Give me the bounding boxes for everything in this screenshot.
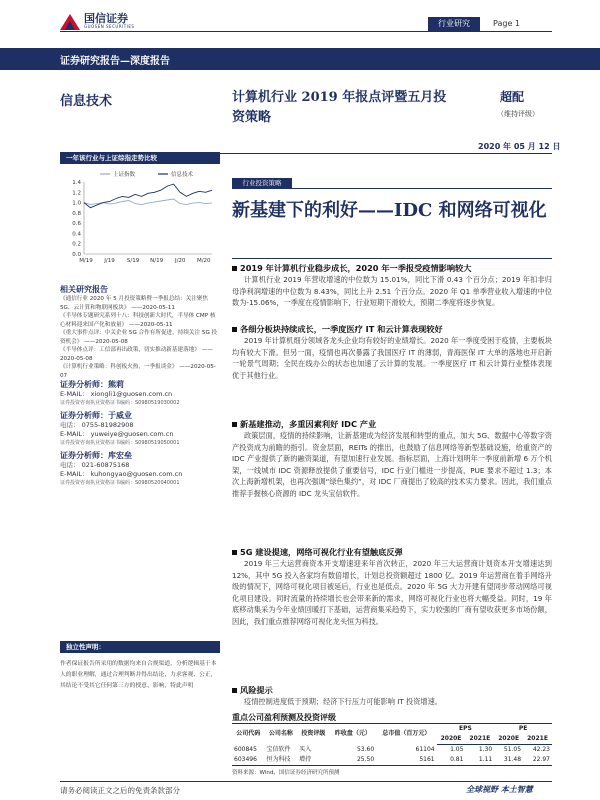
related-item: 《半导体点评：工信部再出政策，切实推动新基建落地》 ——2020-05-08 <box>60 347 213 362</box>
section-heading: 风险提示 <box>232 684 552 696</box>
independence-statement: 作者保证报告所采用的数据均来自合规渠道，分析逻辑基于本人的职业理解，通过合理判断并得出结论，力求客观、公正，其结论不受其它任何第三方的授意、影响，特此声明 <box>60 661 217 689</box>
table-header-row <box>232 724 552 735</box>
table-row <box>232 755 552 766</box>
table-header-cell: 投资评级 <box>297 724 330 745</box>
related-item: 《通信行业 2020 年 5 月投资策略暨一季报总结：关注聚焦 5G、云计算和物联网板块》 ——2020-05-11 <box>60 296 208 311</box>
x-tick-label: M/19 <box>79 258 93 264</box>
strategy-divider <box>232 188 552 189</box>
table-cell: 0.81 <box>437 755 466 766</box>
analyst-cert: 证券投资咨询执业资格证书编码：S0980520040001 <box>60 480 180 486</box>
table-cell: 1.30 <box>478 746 493 753</box>
related-item: 《半导体专题研究系列十八：科技创新大时代，半导体 CMP 核心材料迎来国产化和放量》 ——2020-05-11 <box>60 313 216 328</box>
table-source: 资料来源：Wind、国信证券经济研究所预测 <box>232 770 340 776</box>
table-cell: 1.11 <box>465 755 494 766</box>
main-title-divider <box>232 258 552 259</box>
table-cell: 25.50 <box>330 755 377 766</box>
x-tick-label: J/19 <box>104 258 115 264</box>
table-cell: 61104 <box>415 745 435 753</box>
forecast-table-title: 重点公司盈利预测及投资评级 <box>232 713 336 722</box>
y-tick-label: 0.2 <box>72 241 81 248</box>
related-heading: 相关研究报告 <box>60 285 108 294</box>
analyst-phone: 电话： 0755-81982908 <box>60 421 134 429</box>
related-item: 《计算机行业策略：科创板火热，一季报谈金》 ——2020-05-07 <box>60 364 216 379</box>
logo-text: 国信证券 <box>84 12 128 25</box>
rating: 超配 <box>500 90 525 104</box>
section-subsector <box>232 323 552 381</box>
legend-label: 上证指数 <box>113 172 136 178</box>
table-header-cell: 2021E <box>523 734 552 745</box>
y-tick-label: 0.0 <box>72 252 81 258</box>
y-tick-label: 0.6 <box>72 221 81 228</box>
bullet-icon <box>232 266 237 271</box>
x-tick-label: S/19 <box>126 258 140 264</box>
bullet-icon <box>232 550 237 555</box>
trend-chart-svg <box>60 168 220 270</box>
main-title: 新基建下的利好——IDC 和网络可视化 <box>232 200 547 221</box>
footer-disclaimer-link[interactable]: 请务必阅读正文之后的免责条款部分 <box>60 786 180 795</box>
section-body: 疫情控制进度低于预期；经济下行压力可能影响 IT 投资增速。 <box>244 697 442 706</box>
table-cell: 恒为科技 <box>265 755 298 766</box>
table-header-cell: 2020E <box>494 734 523 745</box>
table-cell: 603496 <box>232 755 265 766</box>
table-cell: 51.05 <box>503 746 522 753</box>
footer-divider <box>60 781 552 782</box>
section-risk <box>232 684 552 708</box>
analyst-name: 证券分析师：于威业 <box>60 411 132 420</box>
section-heading: 各细分板块持续成长，一季度医疗 IT 和云计算表现较好 <box>232 323 552 335</box>
table-header-cell: 2021E <box>465 734 494 745</box>
table-header-cell: 昨收盘（元） <box>330 724 377 745</box>
table-header-cell: EPS <box>437 724 495 735</box>
x-tick-label: J/20 <box>174 258 186 264</box>
table-row <box>232 745 552 756</box>
table-cell: 宝信软件 <box>266 745 291 753</box>
section-idc <box>232 418 552 499</box>
forecast-table <box>232 723 552 766</box>
section-industry-growth <box>232 262 552 309</box>
report-type-label: 证券研究报告—深度报告 <box>60 56 170 67</box>
header-tab: 行业研究 <box>428 17 480 31</box>
table-cell: 22.97 <box>523 755 552 766</box>
footer-slogan: 全球视野 本土智慧 <box>466 784 533 794</box>
table-header-cell: 公司名称 <box>265 724 298 745</box>
independence-heading: 独立性声明： <box>60 641 220 653</box>
bullet-icon <box>232 327 237 332</box>
bullet-icon <box>232 422 237 427</box>
y-tick-label: 0.8 <box>72 210 81 217</box>
chart-heading: 一年该行业与上证综指走势比较 <box>60 152 220 164</box>
table-cell: 1.05 <box>450 746 464 753</box>
table-header-cell: PE <box>494 724 552 735</box>
x-tick-label: N/19 <box>150 258 164 264</box>
y-tick-label: 0.4 <box>72 231 81 238</box>
y-tick-label: 1.0 <box>72 200 81 207</box>
table-cell: 31.48 <box>494 755 523 766</box>
sector-label: 信息技术 <box>60 94 113 109</box>
header-divider <box>60 31 552 32</box>
analyst-phone: 电话： 021-60875168 <box>60 461 130 469</box>
page-number: Page 1 <box>493 19 520 28</box>
analyst-list <box>60 376 220 487</box>
table-cell: 600845 <box>234 745 257 753</box>
analyst-name: 证券分析师：库宏垒 <box>60 451 132 460</box>
section-5g <box>232 546 552 627</box>
trend-chart <box>60 168 220 270</box>
table-cell: 买入 <box>299 745 312 753</box>
analyst-email: E-MAIL： yuweiye@guosen.com.cn <box>60 430 174 438</box>
y-tick-label: 1.2 <box>72 190 81 197</box>
report-title: 计算机行业 2019 年报点评暨五月投资策略 <box>232 90 447 125</box>
related-item: 《重大事件点评：中关企业 5G 合作有所促进，持续关注 5G 投资机会》 ——2020-05-08 <box>60 330 218 345</box>
table-cell: 42.23 <box>532 746 550 753</box>
strategy-tab: 行业投资策略 <box>232 178 292 189</box>
analyst-email: E-MAIL： xiongli1@guosen.com.cn <box>60 390 173 398</box>
related-research <box>60 284 220 380</box>
legend-label: 信息技术 <box>171 172 194 178</box>
section-body: 2019 年计算机细分领域各龙头企业均有较好的业绩增长。2020 年一季度受困于疫情，主要板块均有较大下滑。但另一面，疫情也再次暴露了我国医疗 IT 的薄弱，青海医保 IT 大单的落地也开启新一轮景气周期；全民在线办公的状态也加速了云计算的发展。一季度医疗 IT 和云计算行业整体表现优于其他行业。 <box>232 336 552 380</box>
table-header-cell: 2020E <box>437 734 466 745</box>
bullet-icon <box>232 688 237 693</box>
series-line-index <box>84 199 212 205</box>
series-line-sector <box>84 184 212 208</box>
logo-subtext: GUOSEN SECURITIES <box>84 24 135 29</box>
section-heading: 2019 年计算机行业稳步成长，2020 年一季报受疫情影响较大 <box>232 262 552 274</box>
section-body: 2019 年三大运营商资本开支增速迎来年首次转正，2020 年三大运营商计划资本开支增速达到 12%，其中 5G 投入各家均有数倍增长，计划总投资额超过 1800 亿。2019 年运营商在着手网络升级的情况下，网络可视化项目被延后，行业也是低点。2020 年 5G 大力开建有望同步带动网络可视化项目建设。同时流量的持续增长也会带来新的需求，网络可视化行业也将大幅受益。同时，19 年底移动集采为今年业绩回暖打下基础，运营商集采趋势下，实力较强的厂商有望收获更多市场份额，因此，我们重点推荐网络可视化龙头恒为科技。 <box>232 559 552 626</box>
analyst-cert: 证券投资咨询执业资格证书编码：S0980519050001 <box>60 440 180 446</box>
table-cell: 增持 <box>297 755 330 766</box>
table-header-cell: 总市值（百万元） <box>376 724 436 745</box>
section-body: 政策层面，疫情的持续影响，让新基建成为经济发展和转型的重点，加大 5G、数据中心等数字资产投资成为前瞻的指引。资金层面，REITs 的推出，也鼓励了信息网络等新型基础设施，给重资产的 IDC 产业提供了新的融资渠道，有望加速行业发展。指标层面，上海计划明年一季度前新增 6 万个机架，一线城市 IDC 资源释放提供了重要信号，IDC 行业门槛进一步提高，PUE 要求不超过 1.3；本次上海新增机架，也再次强调“绿色集约”，对 IDC 厂商提出了较高的技术实力要求。因此，我们重点推荐手握核心资源的 IDC 龙头宝信软件。 <box>232 431 552 498</box>
table-cell: 53.60 <box>356 745 375 753</box>
table-cell: 5161 <box>376 755 436 766</box>
guosen-logo-icon <box>60 12 80 30</box>
analyst-cert: 证券投资咨询执业资格证书编码：S0980519030002 <box>60 400 180 406</box>
analyst-name: 证券分析师：熊莉 <box>60 380 124 389</box>
table-header-cell: 公司代码 <box>232 724 265 745</box>
x-tick-label: M/20 <box>196 258 211 264</box>
analyst-email: E-MAIL： kuhongyao@guosen.com.cn <box>60 470 183 478</box>
y-tick-label: 1.4 <box>72 180 81 186</box>
section-heading: 5G 建设提速，网络可视化行业有望触底反弹 <box>232 546 552 558</box>
rating-note: （维持评级） <box>497 110 539 118</box>
report-date: 2020 年 05 月 12 日 <box>478 142 561 151</box>
section-heading: 新基建推动，多重因素利好 IDC 产业 <box>232 418 552 430</box>
section-body: 计算机行业 2019 年营收增速的中位数为 15.01%，同比下滑 0.43 个百分点；2019 年扣非归母净利润增速的中位数为 8.43%，同比上升 2.51 个百分点。2020 年 Q1 单季营业收入增速的中位数为-15.06%，一季度在疫情影响下，行业短期下滑较大，预期二季度将逐步恢复。 <box>232 275 552 307</box>
